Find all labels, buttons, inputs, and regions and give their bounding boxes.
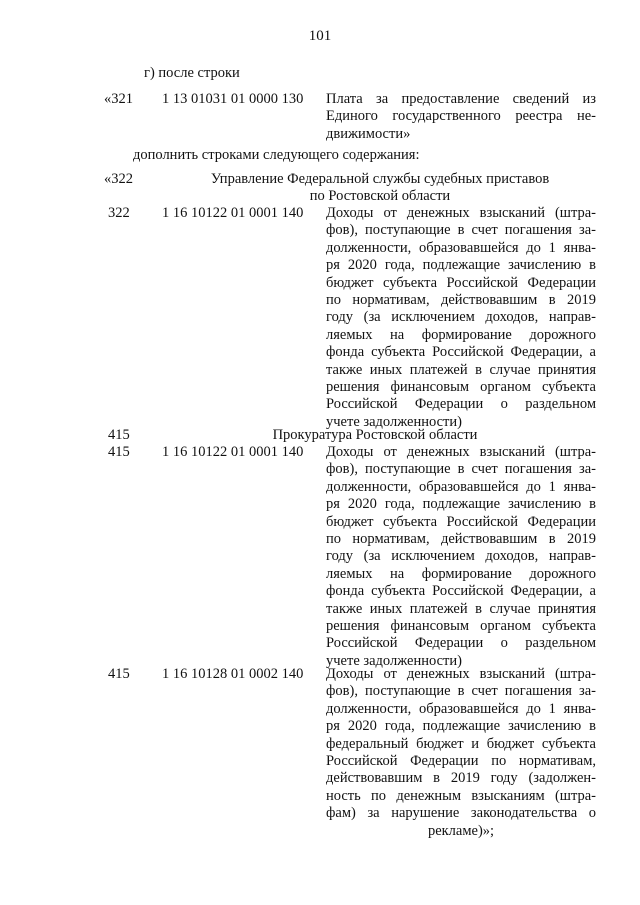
desc-line: ляемых на формирование дорожного <box>326 565 596 582</box>
header2-admin-code: 415 <box>108 427 130 443</box>
desc-line: фонда субъекта Российской Федерации, а <box>326 344 596 361</box>
desc-line: по нормативам, действовавшим в 2019 <box>326 530 596 547</box>
desc-line: Российской Федерации о раздельном <box>326 396 596 413</box>
desc-line: бюджет субъекта Российской Федерации <box>326 274 596 291</box>
desc-line: долженности, образовавшейся до 1 янва- <box>326 239 596 256</box>
desc-line: Доходы от денежных взысканий (штра- <box>326 444 596 460</box>
header1-title-line2: по Ростовской области <box>309 188 451 204</box>
intro-after-line: г) после строки <box>144 65 240 81</box>
desc-line: ря 2020 года, подлежащие зачислению в <box>326 257 596 274</box>
row1-description <box>326 91 596 143</box>
row2-admin-code: 322 <box>108 205 130 221</box>
desc-line: фов), поступающие в счет погашения за- <box>326 222 596 239</box>
desc-line: фонда субъекта Российской Федерации, а <box>326 583 596 600</box>
desc-line: рекламе)»; <box>427 822 495 839</box>
desc-line: ность по денежным взысканиям (штра- <box>326 787 596 804</box>
desc-line: ря 2020 года, подлежащие зачислению в <box>326 718 596 735</box>
desc-line: ря 2020 года, подлежащие зачислению в <box>326 496 596 513</box>
desc-line: Доходы от денежных взысканий (штра- <box>326 205 596 221</box>
desc-line: Российской Федерации по нормативам, <box>326 752 596 769</box>
desc-line: Российской Федерации о раздельном <box>326 635 596 652</box>
desc-line: движимости» <box>326 125 411 142</box>
desc-line: федеральный бюджет и бюджет субъекта <box>326 735 596 752</box>
desc-line: действовавшим в 2019 году (задолжен- <box>326 770 596 787</box>
row4-kbk-code: 1 16 10128 01 0002 140 <box>162 666 304 682</box>
desc-line: фов), поступающие в счет погашения за- <box>326 683 596 700</box>
intro-add-line: дополнить строками следующего содержания: <box>133 147 420 163</box>
row3-kbk-code: 1 16 10122 01 0001 140 <box>162 444 304 460</box>
desc-line: по нормативам, действовавшим в 2019 <box>326 291 596 308</box>
row4-description <box>326 666 596 840</box>
desc-line: бюджет субъекта Российской Федерации <box>326 513 596 530</box>
desc-line: Доходы от денежных взысканий (штра- <box>326 666 596 682</box>
desc-line: фам) за нарушение законодательства о <box>326 805 596 822</box>
desc-line: также иных платежей в случае принятия <box>326 361 596 378</box>
row1-kbk-code: 1 13 01031 01 0000 130 <box>162 91 304 107</box>
desc-line: году (за исключением доходов, направ- <box>326 309 596 326</box>
desc-line: фов), поступающие в счет погашения за- <box>326 461 596 478</box>
desc-line: долженности, образовавшейся до 1 янва- <box>326 478 596 495</box>
row2-description <box>326 205 596 431</box>
desc-line: учете задолженности) <box>326 413 462 430</box>
header2-title: Прокуратура Ростовской области <box>272 427 478 443</box>
header1-admin-code: «322 <box>104 171 133 187</box>
desc-line: Плата за предоставление сведений из <box>326 91 596 107</box>
desc-line: Единого государственного реестра не- <box>326 108 596 125</box>
row2-kbk-code: 1 16 10122 01 0001 140 <box>162 205 304 221</box>
header1-title-line1: Управление Федеральной службы судебных приставов <box>210 171 550 187</box>
desc-line: также иных платежей в случае принятия <box>326 600 596 617</box>
desc-line: году (за исключением доходов, направ- <box>326 548 596 565</box>
page-number: 101 <box>308 28 332 44</box>
desc-line: ляемых на формирование дорожного <box>326 326 596 343</box>
desc-line: учете задолженности) <box>326 652 462 669</box>
desc-line: решения финансовым органом субъекта <box>326 378 596 395</box>
row1-admin-code: «321 <box>104 91 133 107</box>
row3-admin-code: 415 <box>108 444 130 460</box>
row3-description <box>326 444 596 670</box>
desc-line: долженности, образовавшейся до 1 янва- <box>326 700 596 717</box>
row4-admin-code: 415 <box>108 666 130 682</box>
desc-line: решения финансовым органом субъекта <box>326 617 596 634</box>
